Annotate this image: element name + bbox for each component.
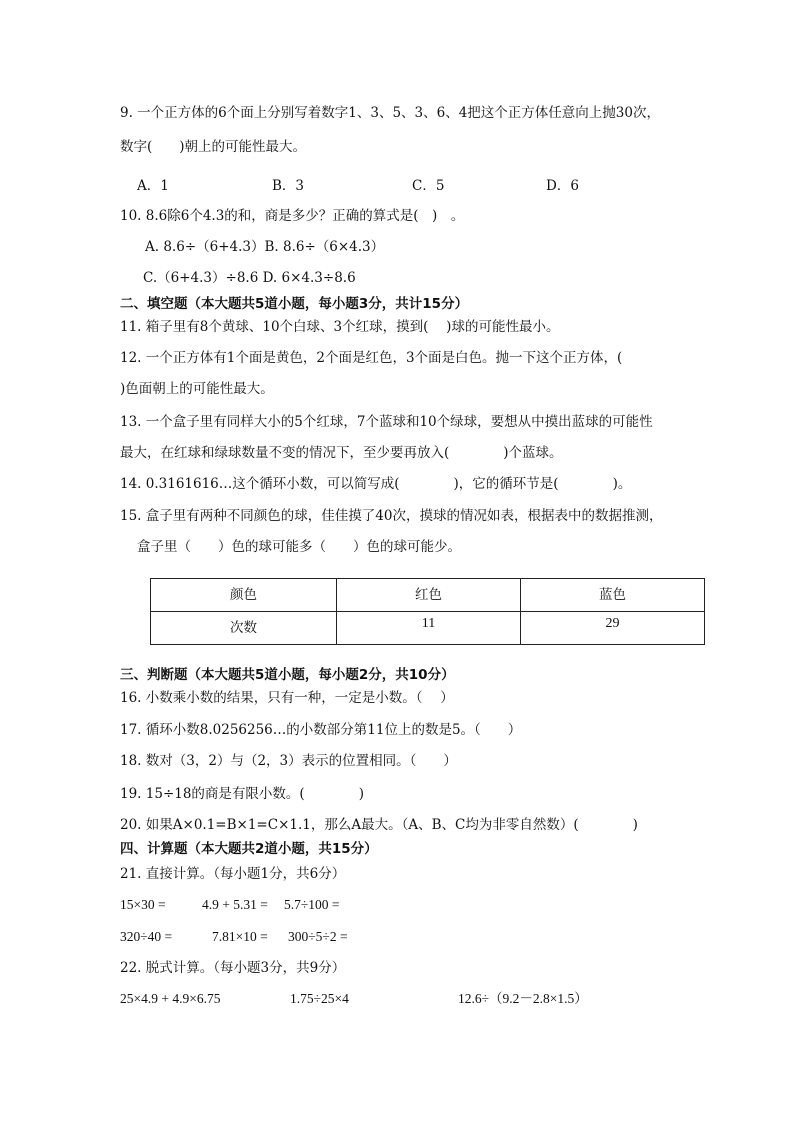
q21-title: 21. 直接计算。（每小题1分，共6分） (120, 866, 346, 882)
q9-option-c: C．5 (412, 178, 445, 194)
q10-options-cd: C.（6+4.3）÷8.6 D. 6×4.3÷8.6 (143, 270, 356, 286)
q21-item-2: 4.9 + 5.31 = (202, 897, 268, 912)
ball-count-table (150, 578, 705, 645)
table-row (151, 612, 705, 645)
q21-item-3: 5.7÷100 = (284, 897, 340, 912)
q21-item-6: 300÷5÷2 = (288, 929, 348, 944)
q13-line2: 最大，在红球和绿球数量不变的情况下，至少要再放入( )个蓝球。 (120, 445, 563, 461)
q21-item-5: 7.81×10 = (212, 929, 268, 944)
table-cell-red-count: 11 (337, 612, 521, 645)
q12-line2: )色面朝上的可能性最大。 (120, 381, 274, 397)
q9-line1: 9. 一个正方体的6个面上分别写着数字1、3、5、3、6、4把这个正方体任意向上抛30次， (120, 105, 660, 121)
q9-line2: 数字( )朝上的可能性最大。 (120, 139, 307, 155)
q15-line2: 盒子里（ ）色的球可能多（ ）色的球可能少。 (137, 539, 461, 555)
q11: 11. 箱子里有8个黄球、10个白球、3个红球，摸到( )球的可能性最小。 (120, 319, 560, 335)
q9-option-d: D．6 (546, 178, 579, 194)
q9-option-b: B．3 (272, 178, 305, 194)
section-fill-in-heading: 二、填空题（本大题共5道小题，每小题3分，共计15分） (120, 296, 469, 312)
section-judgement-heading: 三、判断题（本大题共5道小题，每小题2分，共10分） (120, 667, 455, 683)
q20: 20. 如果A×0.1=B×1=C×1.1，那么A最大。（A、B、C均为非零自然数）( ) (120, 817, 638, 833)
q21-item-1: 15×30 = (120, 897, 166, 912)
q15-line1: 15. 盒子里有两种不同颜色的球，佳佳摸了40次，摸球的情况如表，根据表中的数据推测， (120, 508, 663, 524)
q10-options-ab: A. 8.6÷（6+4.3）B. 8.6÷（6×4.3） (145, 239, 385, 255)
q22-item-1: 25×4.9 + 4.9×6.75 (120, 991, 221, 1006)
table-cell-count-label: 次数 (151, 612, 337, 645)
q22-item-2: 1.75÷25×4 (290, 991, 349, 1006)
q22-title: 22. 脱式计算。（每小题3分，共9分） (120, 960, 346, 976)
table-row (151, 579, 705, 612)
table-header-blue: 蓝色 (521, 579, 705, 612)
q16: 16. 小数乘小数的结果，只有一种，一定是小数。（ ） (120, 690, 454, 706)
table-cell-blue-count: 29 (521, 612, 705, 645)
table-header-red: 红色 (337, 579, 521, 612)
q9-option-a: A．1 (137, 178, 169, 194)
q22-item-3: 12.6÷（9.2－2.8×1.5） (458, 991, 588, 1006)
q17: 17. 循环小数8.0256256…的小数部分第11位上的数是5。（ ） (120, 722, 522, 738)
q12-line1: 12. 一个正方体有1个面是黄色，2个面是红色，3个面是白色。抛一下这个正方体，( (120, 350, 623, 366)
q21-item-4: 320÷40 = (120, 929, 173, 944)
q19: 19. 15÷18的商是有限小数。( ) (120, 786, 364, 802)
q13-line1: 13. 一个盒子里有同样大小的5个红球，7个蓝球和10个绿球，要想从中摸出蓝球的可能性 (120, 414, 653, 430)
table-header-color: 颜色 (151, 579, 337, 612)
q10-line1: 10. 8.6除6个4.3的和，商是多少？正确的算式是( ) 。 (120, 208, 465, 224)
section-calculation-heading: 四、计算题（本大题共2道小题，共15分） (120, 841, 378, 857)
q14: 14. 0.3161616…这个循环小数，可以简写成( )，它的循环节是( )。 (120, 476, 632, 492)
q18: 18. 数对（3，2）与（2，3）表示的位置相同。（ ） (120, 753, 457, 769)
